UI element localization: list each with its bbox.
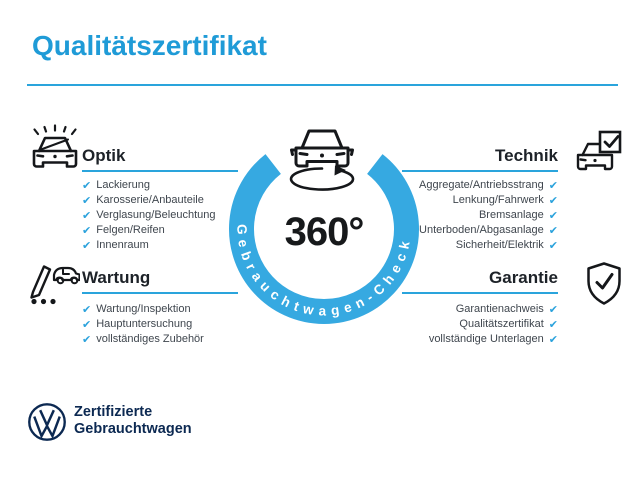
car-shine-icon xyxy=(26,124,84,182)
checklist-item-label: Hauptuntersuchung xyxy=(96,318,193,330)
check-icon: ✔ xyxy=(82,209,92,222)
check-icon: ✔ xyxy=(82,318,92,331)
checklist-item-label: vollständiges Zubehör xyxy=(96,333,204,345)
checklist-item-label: Lenkung/Fahrwerk xyxy=(452,194,544,206)
footer-brand-text xyxy=(74,404,192,438)
check-icon: ✔ xyxy=(82,179,92,192)
checklist-item-label: Aggregate/Antriebsstrang xyxy=(419,179,544,191)
section-rule-wartung xyxy=(82,292,238,294)
section-title-garantie: Garantie xyxy=(489,268,558,287)
shield-check-icon xyxy=(584,261,624,308)
checklist-item-label: Unterboden/Abgasanlage xyxy=(419,224,544,236)
checklist-item xyxy=(82,302,252,317)
checklist-item-label: Innenraum xyxy=(96,239,149,251)
checklist-item-label: Lackierung xyxy=(96,179,151,191)
checklist-optik xyxy=(82,178,252,253)
footer-line1: Zertifizierte xyxy=(74,404,153,420)
check-icon: ✔ xyxy=(82,333,92,346)
car-checkbox-icon xyxy=(574,128,624,182)
check-icon: ✔ xyxy=(82,194,92,207)
check-icon: ✔ xyxy=(548,318,558,331)
checklist-item xyxy=(82,208,252,223)
checklist-item-label: Qualitätszertifikat xyxy=(459,318,544,330)
section-rule-technik xyxy=(402,170,558,172)
checklist-wartung xyxy=(82,302,252,347)
checklist-item-label: Sicherheit/Elektrik xyxy=(455,239,544,251)
checklist-item xyxy=(82,178,252,193)
car-rotation-icon xyxy=(278,118,366,194)
check-icon: ✔ xyxy=(82,224,92,237)
section-rule-garantie xyxy=(402,292,558,294)
check-icon: ✔ xyxy=(548,303,558,316)
check-icon: ✔ xyxy=(548,224,558,237)
page-title: Qualitätszertifikat xyxy=(32,30,267,61)
vw-logo xyxy=(27,402,67,442)
check-icon: ✔ xyxy=(548,239,558,252)
checklist-item xyxy=(388,193,558,208)
checklist-item xyxy=(82,332,252,347)
checklist-item xyxy=(388,223,558,238)
checklist-item xyxy=(388,208,558,223)
checklist-item-label: Verglasung/Beleuchtung xyxy=(96,209,216,221)
checklist-item xyxy=(388,238,558,253)
checklist-item-label: vollständige Unterlagen xyxy=(428,333,544,345)
check-icon: ✔ xyxy=(548,194,558,207)
checklist-item xyxy=(388,317,558,332)
degree-label: 360° xyxy=(284,210,364,254)
check-icon: ✔ xyxy=(548,333,558,346)
checklist-item-label: Wartung/Inspektion xyxy=(96,303,191,315)
check-icon: ✔ xyxy=(82,303,92,316)
section-title-technik: Technik xyxy=(495,146,558,165)
checklist-item-label: Karosserie/Anbauteile xyxy=(96,194,204,206)
checklist-item xyxy=(388,332,558,347)
checklist-item xyxy=(82,238,252,253)
checklist-item xyxy=(388,302,558,317)
ring-label: Gebrauchtwagen-Check xyxy=(234,224,413,319)
section-rule-optik xyxy=(82,170,238,172)
checklist-technik xyxy=(388,178,558,253)
checklist-item-label: Garantienachweis xyxy=(455,303,544,315)
header-divider xyxy=(27,84,618,86)
check-icon: ✔ xyxy=(82,239,92,252)
section-title-wartung: Wartung xyxy=(82,268,151,287)
checklist-item xyxy=(82,193,252,208)
footer-line2: Gebrauchtwagen xyxy=(74,421,192,437)
checklist-item xyxy=(82,223,252,238)
checklist-item xyxy=(82,317,252,332)
pen-car-icon xyxy=(26,256,80,306)
checklist-item-label: Felgen/Reifen xyxy=(96,224,165,236)
check-icon: ✔ xyxy=(548,179,558,192)
section-title-optik: Optik xyxy=(82,146,126,165)
check-icon: ✔ xyxy=(548,209,558,222)
checklist-item-label: Bremsanlage xyxy=(478,209,544,221)
checklist-garantie xyxy=(388,302,558,347)
checklist-item xyxy=(388,178,558,193)
